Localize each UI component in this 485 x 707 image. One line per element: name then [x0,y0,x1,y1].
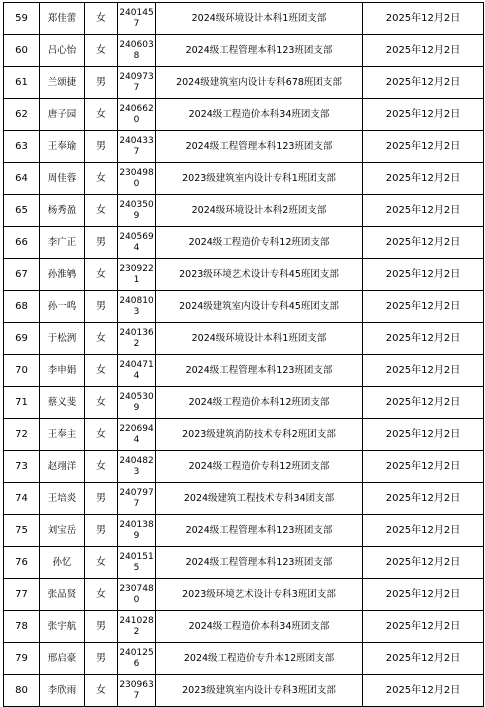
name-cell: 孙一鸣 [40,291,85,323]
row-number-cell: 68 [4,291,40,323]
league-branch-cell: 2024级环境设计本科1班团支部 [156,3,363,35]
date-cell: 2025年12月2日 [363,3,484,35]
row-number-cell: 71 [4,387,40,419]
table-row [4,3,484,35]
league-branch-cell: 2024级建筑工程技术专科34团支部 [156,483,363,515]
gender-cell: 女 [85,259,118,291]
gender-cell: 男 [85,67,118,99]
row-number-cell: 72 [4,419,40,451]
student-id-cell: 2406620 [118,99,156,131]
date-cell: 2025年12月2日 [363,611,484,643]
student-id-cell: 2309221 [118,259,156,291]
gender-cell: 女 [85,323,118,355]
name-cell: 孙忆 [40,547,85,579]
table-row [4,35,484,67]
member-table [3,2,484,707]
date-cell: 2025年12月2日 [363,451,484,483]
league-branch-cell: 2023级建筑室内设计专科3班团支部 [156,675,363,707]
name-cell: 周佳蓉 [40,163,85,195]
table-row [4,515,484,547]
student-id-cell: 2403509 [118,195,156,227]
name-cell: 李申娟 [40,355,85,387]
league-branch-cell: 2024级工程管理本科123班团支部 [156,515,363,547]
league-branch-cell: 2024级工程造价专升本12班团支部 [156,643,363,675]
student-id-cell: 2401362 [118,323,156,355]
table-row [4,643,484,675]
name-cell: 郑佳蕾 [40,3,85,35]
row-number-cell: 75 [4,515,40,547]
student-id-cell: 2307480 [118,579,156,611]
row-number-cell: 80 [4,675,40,707]
name-cell: 杨秀盈 [40,195,85,227]
gender-cell: 男 [85,227,118,259]
gender-cell: 女 [85,99,118,131]
date-cell: 2025年12月2日 [363,195,484,227]
date-cell: 2025年12月2日 [363,355,484,387]
table-row [4,611,484,643]
row-number-cell: 69 [4,323,40,355]
league-branch-cell: 2024级工程造价本科12班团支部 [156,387,363,419]
date-cell: 2025年12月2日 [363,259,484,291]
table-row [4,291,484,323]
table-row [4,675,484,707]
name-cell: 蔡义斐 [40,387,85,419]
name-cell: 吕心怡 [40,35,85,67]
gender-cell: 男 [85,291,118,323]
row-number-cell: 79 [4,643,40,675]
league-branch-cell: 2023级环境艺术设计专科3班团支部 [156,579,363,611]
gender-cell: 男 [85,483,118,515]
name-cell: 于松洌 [40,323,85,355]
gender-cell: 女 [85,419,118,451]
league-branch-cell: 2023级建筑消防技术专科2班团支部 [156,419,363,451]
student-id-cell: 2409737 [118,67,156,99]
table-row [4,387,484,419]
name-cell: 李欣雨 [40,675,85,707]
league-branch-cell: 2024级建筑室内设计专科678班团支部 [156,67,363,99]
league-branch-cell: 2024级工程造价专科12班团支部 [156,227,363,259]
league-branch-cell: 2024级工程造价专科12班团支部 [156,451,363,483]
student-id-cell: 2407977 [118,483,156,515]
student-id-cell: 2405309 [118,387,156,419]
date-cell: 2025年12月2日 [363,323,484,355]
name-cell: 唐子园 [40,99,85,131]
date-cell: 2025年12月2日 [363,675,484,707]
student-id-cell: 2401457 [118,3,156,35]
table-row [4,547,484,579]
table-row [4,419,484,451]
row-number-cell: 74 [4,483,40,515]
row-number-cell: 76 [4,547,40,579]
league-branch-cell: 2024级建筑室内设计专科45班团支部 [156,291,363,323]
gender-cell: 女 [85,195,118,227]
table-row [4,259,484,291]
row-number-cell: 60 [4,35,40,67]
name-cell: 兰颂捷 [40,67,85,99]
date-cell: 2025年12月2日 [363,547,484,579]
date-cell: 2025年12月2日 [363,99,484,131]
name-cell: 张品贤 [40,579,85,611]
league-branch-cell: 2024级工程管理本科123班团支部 [156,131,363,163]
student-id-cell: 2405694 [118,227,156,259]
table-row [4,195,484,227]
gender-cell: 女 [85,579,118,611]
row-number-cell: 77 [4,579,40,611]
student-id-cell: 2401515 [118,547,156,579]
league-branch-cell: 2024级环境设计本科1班团支部 [156,323,363,355]
student-id-cell: 2309637 [118,675,156,707]
date-cell: 2025年12月2日 [363,419,484,451]
row-number-cell: 70 [4,355,40,387]
name-cell: 刘宝岳 [40,515,85,547]
league-branch-cell: 2024级工程造价本科34班团支部 [156,611,363,643]
student-id-cell: 2401256 [118,643,156,675]
league-branch-cell: 2024级工程管理本科123班团支部 [156,35,363,67]
row-number-cell: 78 [4,611,40,643]
date-cell: 2025年12月2日 [363,515,484,547]
gender-cell: 女 [85,355,118,387]
table-body [4,3,484,707]
name-cell: 李广正 [40,227,85,259]
table-row [4,323,484,355]
league-branch-cell: 2024级工程管理本科123班团支部 [156,547,363,579]
date-cell: 2025年12月2日 [363,163,484,195]
date-cell: 2025年12月2日 [363,483,484,515]
row-number-cell: 61 [4,67,40,99]
row-number-cell: 59 [4,3,40,35]
gender-cell: 女 [85,547,118,579]
date-cell: 2025年12月2日 [363,643,484,675]
student-id-cell: 2206944 [118,419,156,451]
date-cell: 2025年12月2日 [363,291,484,323]
name-cell: 王奉主 [40,419,85,451]
date-cell: 2025年12月2日 [363,579,484,611]
league-branch-cell: 2023级环境艺术设计专科45班团支部 [156,259,363,291]
gender-cell: 女 [85,675,118,707]
student-id-cell: 2404823 [118,451,156,483]
league-branch-cell: 2024级环境设计本科2班团支部 [156,195,363,227]
league-branch-cell: 2023级建筑室内设计专科1班团支部 [156,163,363,195]
date-cell: 2025年12月2日 [363,387,484,419]
gender-cell: 男 [85,611,118,643]
gender-cell: 女 [85,35,118,67]
student-id-cell: 2406038 [118,35,156,67]
date-cell: 2025年12月2日 [363,131,484,163]
row-number-cell: 67 [4,259,40,291]
date-cell: 2025年12月2日 [363,67,484,99]
row-number-cell: 62 [4,99,40,131]
gender-cell: 女 [85,163,118,195]
gender-cell: 女 [85,387,118,419]
name-cell: 张宇航 [40,611,85,643]
table-row [4,451,484,483]
name-cell: 赵翊洋 [40,451,85,483]
table-row [4,131,484,163]
student-id-cell: 2401389 [118,515,156,547]
name-cell: 王奉瑜 [40,131,85,163]
table-row [4,579,484,611]
date-cell: 2025年12月2日 [363,35,484,67]
student-id-cell: 2408103 [118,291,156,323]
student-id-cell: 2304980 [118,163,156,195]
student-id-cell: 2404714 [118,355,156,387]
row-number-cell: 66 [4,227,40,259]
date-cell: 2025年12月2日 [363,227,484,259]
gender-cell: 男 [85,131,118,163]
table-row [4,483,484,515]
gender-cell: 女 [85,451,118,483]
table-row [4,227,484,259]
row-number-cell: 64 [4,163,40,195]
name-cell: 孙淮鸲 [40,259,85,291]
league-branch-cell: 2024级工程造价本科34班团支部 [156,99,363,131]
name-cell: 王培炎 [40,483,85,515]
table-row [4,99,484,131]
row-number-cell: 65 [4,195,40,227]
row-number-cell: 73 [4,451,40,483]
league-branch-cell: 2024级工程管理本科123班团支部 [156,355,363,387]
gender-cell: 男 [85,515,118,547]
name-cell: 邢启豪 [40,643,85,675]
gender-cell: 女 [85,3,118,35]
table-row [4,67,484,99]
student-id-cell: 2404337 [118,131,156,163]
gender-cell: 男 [85,643,118,675]
table-row [4,355,484,387]
row-number-cell: 63 [4,131,40,163]
student-id-cell: 2410282 [118,611,156,643]
table-row [4,163,484,195]
